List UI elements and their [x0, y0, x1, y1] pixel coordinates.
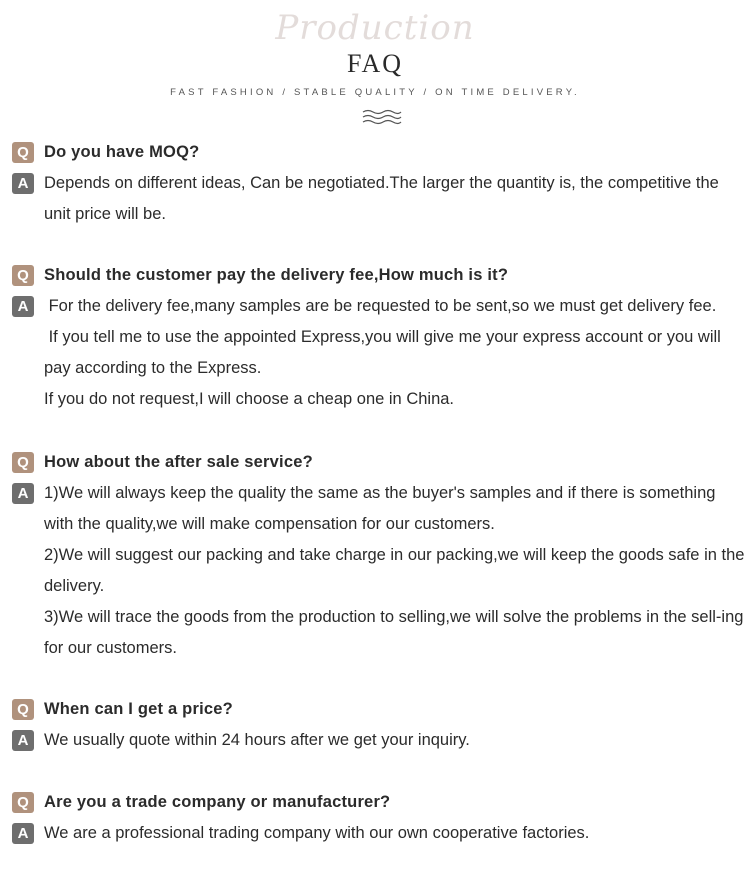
question-row: [12, 447, 748, 478]
question-text: When can I get a price?: [44, 700, 233, 718]
answer-text: 1)We will always keep the quality the same as the buyer's samples and if there is something with the quality,we will make compensation for our customers.: [44, 484, 716, 533]
q-badge: Q: [12, 265, 34, 286]
faq-item: [12, 260, 748, 415]
answer-text: Depends on different ideas, Can be negotiated.The larger the quantity is, the competitive the unit price will be.: [44, 174, 719, 223]
answer-text: 2)We will suggest our packing and take charge in our packing,we will keep the goods safe in the delivery.: [44, 546, 745, 595]
script-title: Production: [275, 8, 475, 48]
answer-row: [12, 725, 748, 756]
question-row: [12, 260, 748, 291]
question-row: [12, 694, 748, 725]
faq-item: [12, 694, 748, 756]
faq-item: [12, 447, 748, 664]
a-badge: A: [12, 823, 34, 844]
answer-row: [12, 168, 748, 230]
q-badge: Q: [12, 142, 34, 163]
waves-icon: [362, 109, 402, 125]
answer-text: 3)We will trace the goods from the production to selling,we will solve the problems in the sell-ing for our customers.: [44, 608, 744, 657]
tagline: FAST FASHION / STABLE QUALITY / ON TIME DELIVERY.: [170, 87, 580, 98]
answer-text: If you tell me to use the appointed Express,you will give me your express account or you will pay according to the Express.: [44, 328, 726, 377]
question-text: Should the customer pay the delivery fee,How much is it?: [44, 266, 509, 284]
question-row: [12, 787, 748, 818]
a-badge: A: [12, 296, 34, 317]
answer-text: If you do not request,I will choose a cheap one in China.: [44, 390, 455, 408]
answer-row: [12, 818, 748, 849]
q-badge: Q: [12, 452, 34, 473]
page-header: [0, 0, 750, 130]
q-badge: Q: [12, 792, 34, 813]
a-badge: A: [12, 730, 34, 751]
question-text: How about the after sale service?: [44, 453, 313, 471]
answer-row: [12, 478, 748, 664]
answer-text: We usually quote within 24 hours after we get your inquiry.: [44, 731, 470, 749]
question-text: Do you have MOQ?: [44, 143, 200, 161]
faq-item: [12, 787, 748, 849]
question-text: Are you a trade company or manufacturer?: [44, 793, 391, 811]
answer-text: We are a professional trading company with our own cooperative factories.: [44, 824, 590, 842]
faq-item: [12, 137, 748, 230]
q-badge: Q: [12, 699, 34, 720]
question-row: [12, 137, 748, 168]
answer-row: [12, 291, 748, 415]
page-title: FAQ: [346, 49, 404, 78]
answer-text: For the delivery fee,many samples are be requested to be sent,so we must get delivery fee.: [44, 297, 717, 315]
a-badge: A: [12, 483, 34, 504]
a-badge: A: [12, 173, 34, 194]
